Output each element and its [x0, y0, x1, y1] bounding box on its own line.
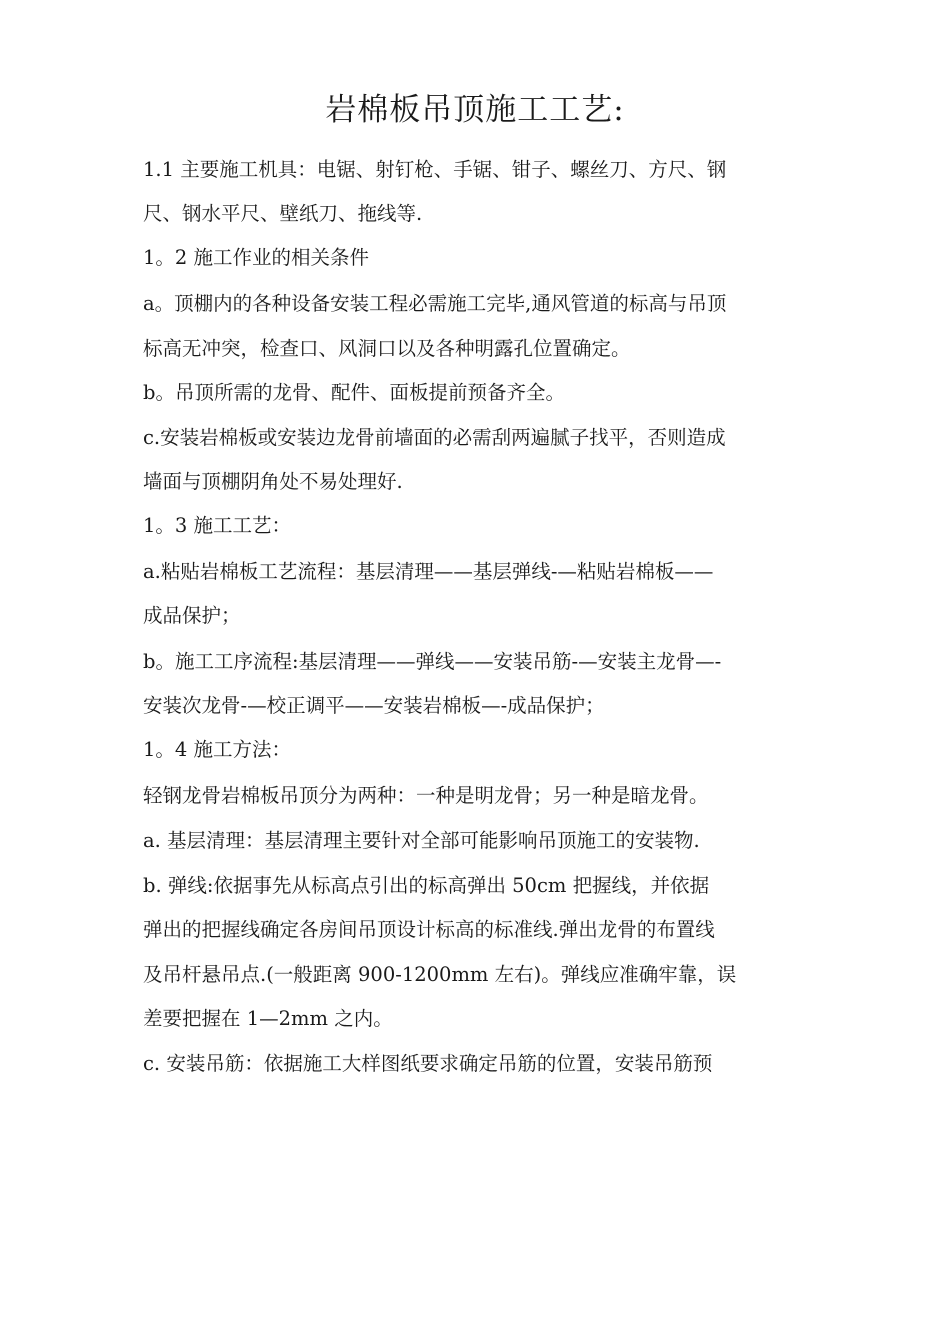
- text-line: 成品保护；: [143, 604, 241, 627]
- text-line: a. 基层清理：基层清理主要针对全部可能影响吊顶施工的安装物.: [143, 829, 700, 852]
- text-line: 轻钢龙骨岩棉板吊顶分为两种：一种是明龙骨；另一种是暗龙骨。: [143, 784, 709, 807]
- text-line: b。吊顶所需的龙骨、配件、面板提前预备齐全。: [143, 381, 565, 404]
- text-line: 1。2 施工作业的相关条件: [143, 246, 370, 269]
- text-line: 1。4 施工方法：: [143, 738, 292, 761]
- text-line: 1。3 施工工艺：: [143, 514, 292, 537]
- text-line: b. 弹线:依据事先从标高点引出的标高弹出 50cm 把握线，并依据: [143, 874, 710, 897]
- text-line: 尺、钢水平尺、壁纸刀、拖线等.: [143, 202, 423, 225]
- text-line: c. 安装吊筋：依据施工大样图纸要求确定吊筋的位置，安装吊筋预: [143, 1052, 713, 1075]
- text-line: a。顶棚内的各种设备安装工程必需施工完毕,通风管道的标高与吊顶: [143, 292, 727, 315]
- text-line: 墙面与顶棚阴角处不易处理好.: [143, 470, 403, 493]
- text-line: b。施工工序流程:基层清理——弹线——安装吊筋-—安装主龙骨—-: [143, 650, 722, 673]
- text-line: 弹出的把握线确定各房间吊顶设计标高的标准线.弹出龙骨的布置线: [143, 918, 715, 941]
- document-title: 岩棉板吊顶施工工艺:: [325, 92, 625, 128]
- text-line: 标高无冲突，检查口、风洞口以及各种明露孔位置确定。: [143, 337, 631, 360]
- text-line: c.安装岩棉板或安装边龙骨前墙面的必需刮两遍腻子找平，否则造成: [143, 426, 726, 449]
- text-line: 安装次龙骨-—校正调平——安装岩棉板—-成品保护；: [143, 694, 605, 717]
- text-line: 1.1 主要施工机具：电锯、射钉枪、手锯、钳子、螺丝刀、方尺、钢: [143, 158, 727, 181]
- text-line: 及吊杆悬吊点.(一般距离 900-1200mm 左右)。弹线应准确牢靠，误: [143, 963, 737, 986]
- text-line: a.粘贴岩棉板工艺流程：基层清理——基层弹线-—粘贴岩棉板——: [143, 560, 714, 583]
- text-line: 差要把握在 1—2mm 之内。: [143, 1007, 393, 1030]
